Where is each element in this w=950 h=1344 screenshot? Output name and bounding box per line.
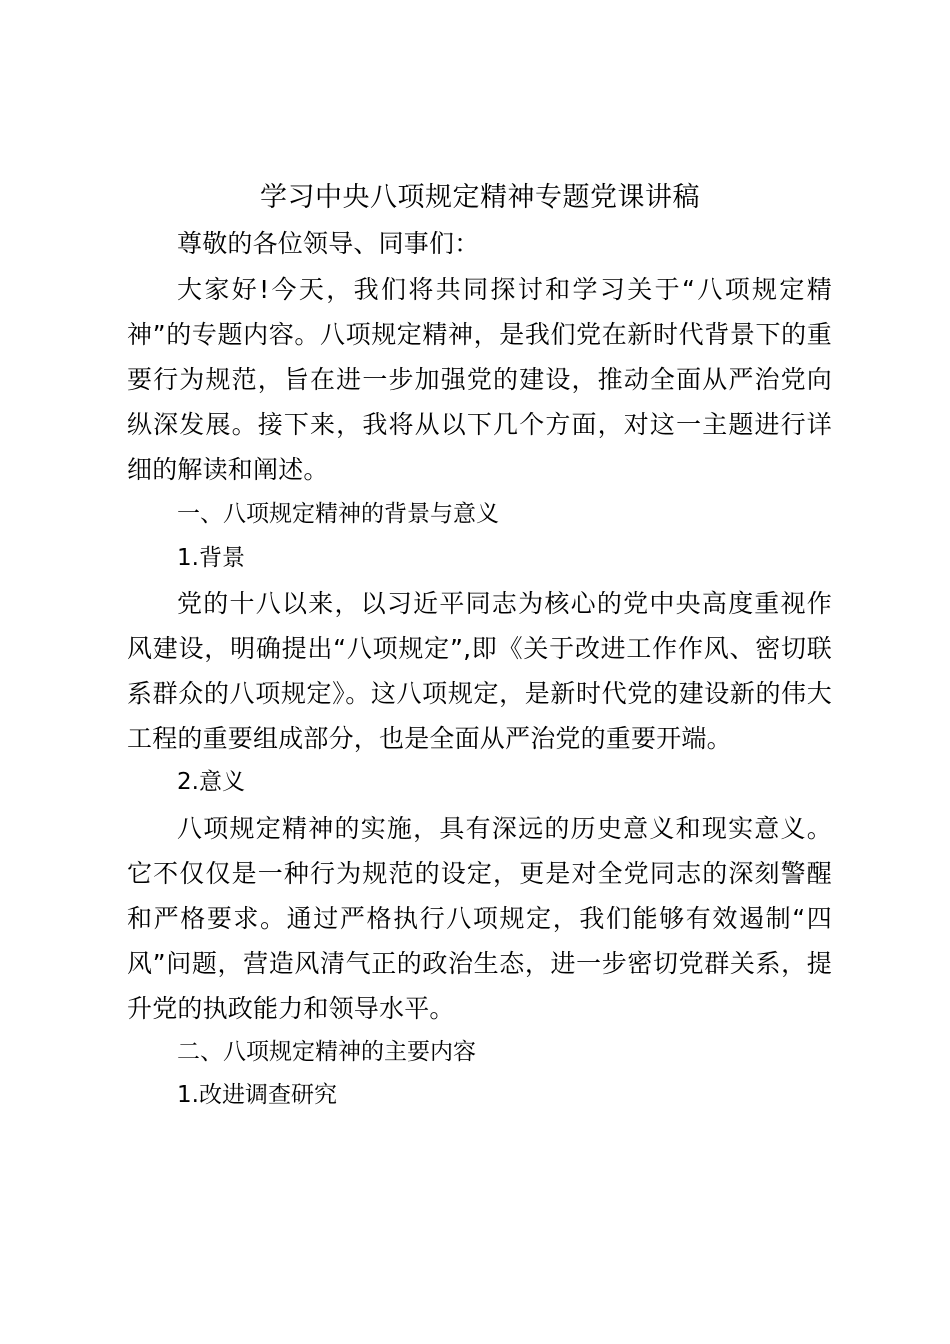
significance-paragraph: 八项规定精神的实施，具有深远的历史意义和现实意义。它不仅仅是一种行为规范的设定，更是对全党同志的深刻警醒和严格要求。通过严格执行八项规定，我们能够有效遏制“四风”问题，营造风清气正的政治生态，进一步密切党群关系，提升党的执政能力和领导水平。 bbox=[127, 814, 832, 1023]
document-title: 学习中央八项规定精神专题党课讲稿 bbox=[260, 182, 700, 213]
section1-sub2-heading: 2.意义 bbox=[177, 769, 245, 795]
section2-sub1-heading: 1.改进调查研究 bbox=[177, 1082, 337, 1108]
section1-sub1-heading: 1.背景 bbox=[177, 545, 245, 571]
section2-heading: 二、八项规定精神的主要内容 bbox=[177, 1039, 476, 1065]
background-paragraph: 党的十八以来，以习近平同志为核心的党中央高度重视作风建设，明确提出“八项规定”,即《关于改进工作作风、密切联系群众的八项规定》。这八项规定，是新时代党的建设新的伟大工程的重要组成部分，也是全面从严治党的重要开端。 bbox=[127, 589, 832, 753]
salutation: 尊敬的各位领导、同事们： bbox=[177, 229, 480, 258]
intro-paragraph: 大家好!今天，我们将共同探讨和学习关于“八项规定精神”的专题内容。八项规定精神，是我们党在新时代背景下的重要行为规范，旨在进一步加强党的建设，推动全面从严治党向纵深发展。接下来，我将从以下几个方面，对这一主题进行详细的解读和阐述。 bbox=[127, 275, 832, 484]
section1-heading: 一、八项规定精神的背景与意义 bbox=[177, 501, 499, 527]
